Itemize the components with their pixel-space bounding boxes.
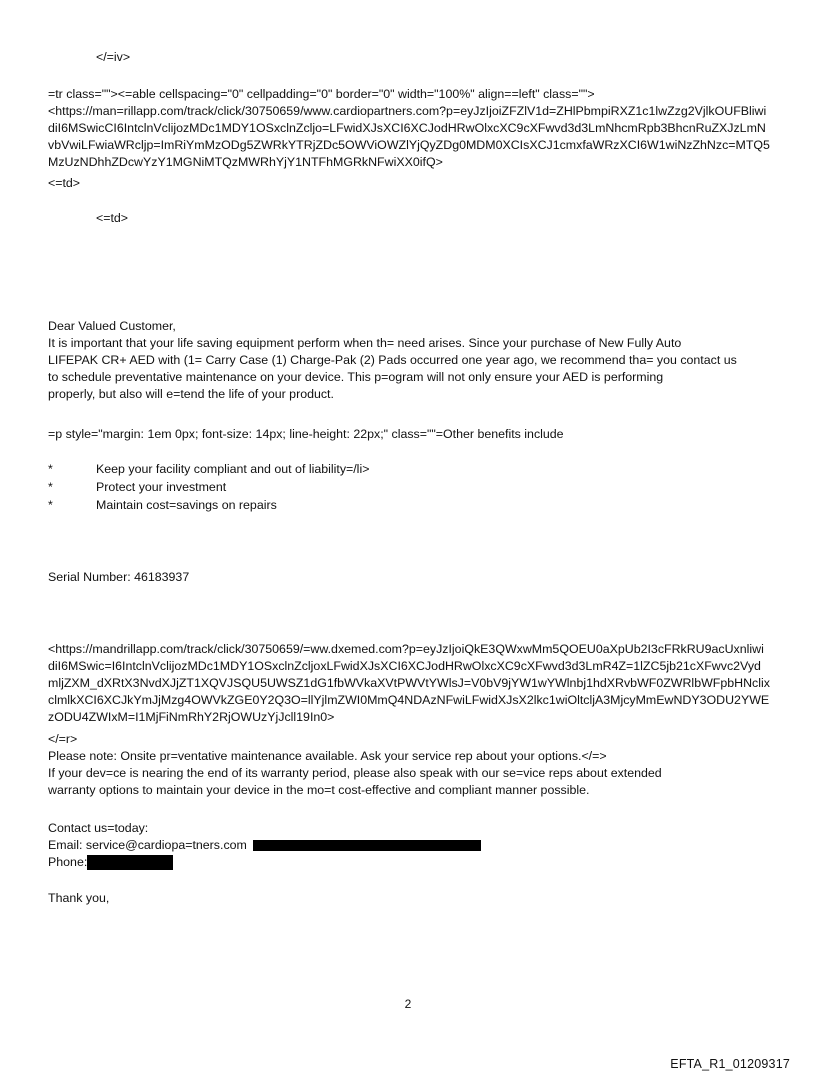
tracking-url-1: <https://man=rillapp.com/track/click/30750659/www.cardiopartners.com?p=eyJzIjoiZFZlV1d=ZHlPbmpiRXZ1c1lwZzg2VjlkOUFBliwidiI6MSwicCI6IntclnVclijozMDc1MDY1OSxclnZcljo=LFwidXJsXCI6XCJodHRwOlxcXC9cXFwvd3d3LmNhcmRpb3BhcnRuZXJzLmNvbVwiLFwiaWRcljp=ImRiYmMzODg5ZWRkYTRjZDc5OWViOWZlYjQyZDg0MDM0XCIsXCJ1cmxfaWRzXCI6W1wiNzZhNzc=MTQ5MzUzNDhhZDcwYzY1MGNiMTQzMWRhYjY1NTFhMGRkNFwiXX0ifQ>: [48, 104, 770, 169]
warranty-line: warranty options to maintain your device in the mo=t cost-effective and compliant manner possible.: [48, 783, 590, 797]
phone-line: [48, 854, 774, 871]
intro-line: LIFEPAK CR+ AED with (1= Carry Case (1) Charge-Pak (2) Pads occurred one year ago, we recommend tha= you contact us: [48, 353, 737, 367]
bullet-text: Maintain cost=savings on repairs: [96, 498, 277, 512]
bullet-mark: *: [48, 498, 53, 512]
table-tag-line: =tr class=""><=able cellspacing="0" cellpadding="0" border="0" width="100%" align==left" class="">: [48, 87, 595, 101]
bullet-text: Protect your investment: [96, 480, 227, 494]
onsite-note: Please note: Onsite pr=ventative maintenance available. Ask your service rep about your options.</=>: [48, 749, 607, 763]
tracking-url-2: <https://mandrillapp.com/track/click/30750659/=ww.dxemed.com?p=eyJzIjoiQkE3QWxwMm5QOEU0aXpUb2I3cFRkRU9acUxnliwidiI6MSwic=I6IntclnVclijozMDc1MDY1OSxclnZcljoxLFwidXJsXCI6XCJodHRwOlxcXC9cXFwvd3d3LmR4Z=1lZC5jb21cXFwvc2VydmljZXM_dXRtX3NvdXJjZT1XQVJSQU5UWSZ1dG1fbWVkaXVtPWVtYWlsJ=V0bV9jYW1wYWlnbj1hdXRvbWF0ZWRlbWFpbHNclixclmlkXCI6XCJkYmJjMzg4OWVkZGE0Y2Q3O=llYjlmZWI0MmQ4NDAzNFwiLFwidXJsX2lkc1wiOltcljA3MjcyMmEwNDY3ODU2YWEzODU4ZWIxM=I1MjFiNmRhY2RjOWUzYjJcll19In0>: [48, 642, 770, 724]
warranty-paragraph: [48, 765, 774, 799]
greeting: Dear Valued Customer,: [48, 319, 176, 333]
intro-line: It is important that your life saving equipment perform when th= need arises. Since your purchase of New Fully Auto: [48, 336, 682, 350]
bullet-text: Keep your facility compliant and out of liability=/li>: [96, 462, 370, 476]
email-text: Email: service@cardiopa=tners.com: [48, 838, 247, 852]
closing: Thank you,: [48, 891, 110, 905]
bullet-mark: *: [48, 480, 53, 494]
redaction-box: [87, 855, 173, 870]
document-id: EFTA_R1_01209317: [670, 1057, 790, 1071]
intro-line: to schedule preventative maintenance on your device. This p=ogram will not only ensure your AED is performing: [48, 370, 664, 384]
phone-label: Phone:: [48, 855, 88, 869]
email-line: [48, 837, 774, 854]
div-close-tag: </=iv>: [96, 50, 131, 64]
td-tag-1: <=td>: [48, 176, 81, 190]
td-tag-2: <=td>: [96, 211, 129, 225]
redaction-box: [253, 840, 481, 851]
bullet-mark: *: [48, 462, 53, 476]
intro-paragraph: [48, 335, 774, 403]
p-style-line: =p style="margin: 1em 0px; font-size: 14px; line-height: 22px;" class=""=Other benefits include: [48, 427, 564, 441]
intro-line: properly, but also will e=tend the life of your product.: [48, 387, 334, 401]
serial-number: Serial Number: 46183937: [48, 570, 190, 584]
warranty-line: If your dev=ce is nearing the end of its warranty period, please also speak with our se=vice reps about extended: [48, 766, 662, 780]
r-close-tag: </=r>: [48, 732, 78, 746]
contact-heading: Contact us=today:: [48, 821, 149, 835]
page-number: 2: [404, 997, 412, 1011]
